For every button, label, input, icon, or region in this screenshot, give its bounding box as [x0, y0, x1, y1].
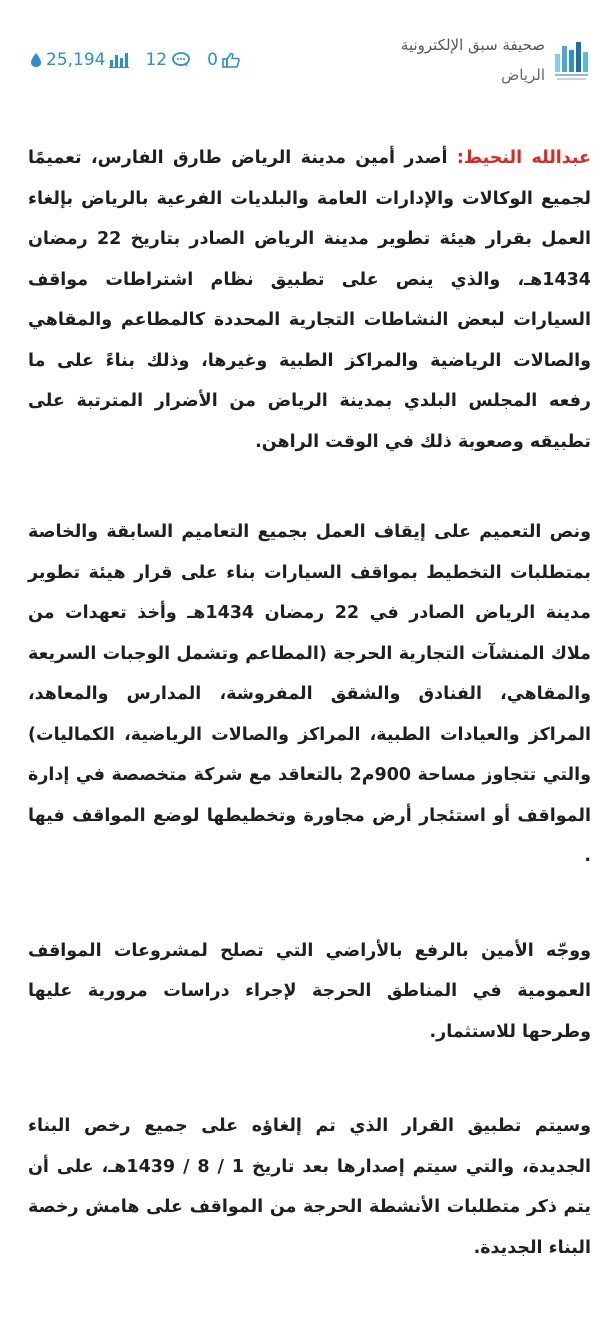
- bar-chart-icon: [109, 52, 129, 68]
- views-count: 25,194: [46, 50, 106, 70]
- article-paragraph: ووجّه الأمين بالرفع بالأراضي التي تصلح لمشروعات المواقف العمومية في المناطق الحرجة لإجراء دراسات مرورية عليها وطرحها للاستثمار.: [28, 940, 591, 1042]
- source-block: [401, 36, 593, 84]
- comments-count: 12: [145, 50, 168, 70]
- article-body: [28, 138, 591, 1322]
- author-name[interactable]: عبدالله النحيط:: [456, 148, 592, 168]
- article-paragraph: وسيتم تطبيق القرار الذي تم إلغاؤه على جميع رخص البناء الجديدة، والتي سيتم إصدارها بعد تاريخ 1 / 8 / 1439هـ، على أن يتم ذكر متطلبات الأنشطة الحرجة من المواقف على هامش رخصة البناء الجديدة.: [28, 1116, 592, 1258]
- intro-paragraph: [28, 138, 591, 462]
- source-city: الرياض: [501, 66, 545, 84]
- article-paragraph: ونص التعميم على إيقاف العمل بجميع التعاميم السابقة والخاصة بمتطلبات التخطيط بمواقف السيارات بناء على قرار هيئة تطوير مدينة الرياض الصادر في 22 رمضان 1434هـ وأخذ تعهدات من ملاك المنشآت التجارية الحرجة (المطاعم وتشمل الوجبات السريعة والمقاهي، الفنادق والشقق المفروشة، المدارس والمعاهد، المراكز والعيادات الطبية، المراكز والصالات الرياضية، الكماليات) والتي تتجاوز مساحة 900م2 بالتعاقد مع شركة متخصصة في إدارة المواقف أو استئجار أرض مجاورة وتخطيطها لوضع المواقف فيها .: [28, 522, 591, 866]
- intro-text: أصدر أمين مدينة الرياض طارق الفارس، تعميمًا لجميع الوكالات والإدارات العامة والبلديات الفرعية بالرياض بإلغاء العمل بقرار هيئة تطوير مدينة الرياض الصادر بتاريخ 22 رمضان 1434هـ، والذي ينص على تطبيق نظام اشتراطات مواقف السيارات لبعض النشاطات التجارية المحددة كالمطاعم والمقاهي والصالات الرياضية والمراكز الطبية وغيرها، وذلك بناءً على ما رفعه المجلس البلدي بمدينة الرياض من الأضرار المترتبة على تطبيقه وصعوبة ذلك في الوقت الراهن.: [28, 148, 591, 452]
- views-stat[interactable]: [30, 50, 129, 70]
- comments-stat[interactable]: [145, 50, 191, 70]
- sabq-logo-icon[interactable]: [553, 40, 593, 84]
- article-header: [0, 0, 611, 130]
- source-name[interactable]: صحيفة سبق الإلكترونية: [400, 36, 545, 54]
- drop-icon: [30, 52, 42, 68]
- stats-bar: [30, 50, 240, 70]
- likes-stat[interactable]: [207, 50, 240, 70]
- comment-bubble-icon: [171, 52, 191, 68]
- likes-count: 0: [207, 50, 218, 70]
- source-text: [401, 36, 545, 84]
- thumbs-up-icon: [222, 52, 240, 68]
